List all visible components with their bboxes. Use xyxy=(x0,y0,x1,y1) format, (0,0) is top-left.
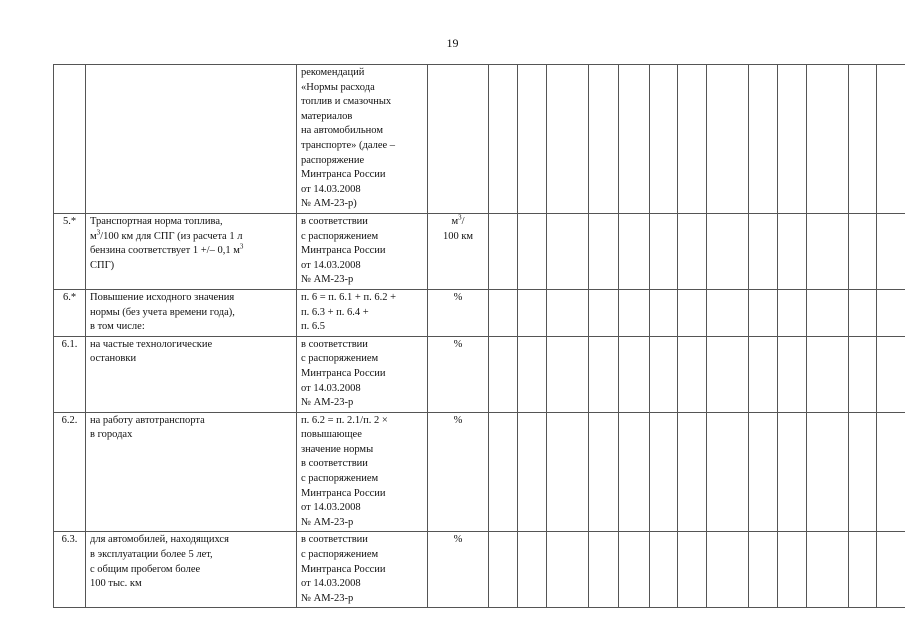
value-cell xyxy=(749,336,778,412)
value-cell xyxy=(518,289,547,336)
row-number: 5.* xyxy=(54,213,86,289)
value-cell xyxy=(749,213,778,289)
value-cell xyxy=(489,213,518,289)
value-cell xyxy=(877,412,905,532)
value-cell xyxy=(849,65,877,214)
value-cell xyxy=(489,289,518,336)
superscript: 3 xyxy=(239,242,244,251)
value-cell xyxy=(807,412,849,532)
indicator-name xyxy=(86,213,297,289)
value-cell xyxy=(807,532,849,608)
value-cell xyxy=(778,336,807,412)
value-cell xyxy=(518,65,547,214)
name-text: Транспортная норма топлива, xyxy=(90,215,223,227)
value-cell xyxy=(518,412,547,532)
value-cell xyxy=(619,532,650,608)
value-cell xyxy=(650,412,678,532)
value-cell xyxy=(650,213,678,289)
value-cell xyxy=(877,532,905,608)
value-cell xyxy=(678,213,707,289)
row-number: 6.3. xyxy=(54,532,86,608)
calculation-method: в соответствии с распоряжением Минтранса России от 14.03.2008 № АМ-23-р xyxy=(297,213,428,289)
value-cell xyxy=(589,532,619,608)
value-cell xyxy=(547,213,589,289)
name-text: бензина соответствует 1 +/– 0,1 м xyxy=(90,245,240,257)
superscript: 3 xyxy=(96,228,101,237)
value-cell xyxy=(619,336,650,412)
name-text: /100 км для СПГ (из расчета 1 л xyxy=(100,230,243,242)
value-cell xyxy=(749,532,778,608)
value-cell xyxy=(678,65,707,214)
value-cell xyxy=(678,412,707,532)
value-cell xyxy=(849,336,877,412)
value-cell xyxy=(877,336,905,412)
value-cell xyxy=(619,65,650,214)
value-cell xyxy=(650,65,678,214)
value-cell xyxy=(619,213,650,289)
value-cell xyxy=(589,412,619,532)
value-cell xyxy=(877,213,905,289)
indicator-name: для автомобилей, находящихся в эксплуатации более 5 лет, с общим пробегом более 100 тыс. км xyxy=(86,532,297,608)
unit-text: / xyxy=(461,215,465,227)
value-cell xyxy=(778,289,807,336)
value-cell xyxy=(877,289,905,336)
value-cell xyxy=(589,336,619,412)
value-cell xyxy=(749,412,778,532)
value-cell xyxy=(489,412,518,532)
indicator-name xyxy=(86,65,297,214)
value-cell xyxy=(778,65,807,214)
calculation-method: рекомендаций «Нормы расхода топлив и смазочных материалов на автомобильном транспорте» (далее – распоряжение Минтранса России от 14.03.2008 № АМ-23-р) xyxy=(297,65,428,214)
value-cell xyxy=(707,336,749,412)
value-cell xyxy=(849,412,877,532)
value-cell xyxy=(707,65,749,214)
value-cell xyxy=(489,65,518,214)
value-cell xyxy=(807,289,849,336)
superscript: 3 xyxy=(458,213,462,222)
value-cell xyxy=(547,65,589,214)
unit-cell xyxy=(428,213,489,289)
table-row xyxy=(54,289,905,336)
value-cell xyxy=(589,213,619,289)
value-cell xyxy=(778,532,807,608)
value-cell xyxy=(749,289,778,336)
unit-cell: % xyxy=(428,289,489,336)
value-cell xyxy=(547,289,589,336)
value-cell xyxy=(807,336,849,412)
norms-table xyxy=(53,64,905,608)
value-cell xyxy=(849,289,877,336)
value-cell xyxy=(589,289,619,336)
calculation-method: п. 6 = п. 6.1 + п. 6.2 + п. 6.3 + п. 6.4 + п. 6.5 xyxy=(297,289,428,336)
value-cell xyxy=(749,65,778,214)
value-cell xyxy=(778,412,807,532)
calculation-method: в соответствии с распоряжением Минтранса России от 14.03.2008 № АМ-23-р xyxy=(297,532,428,608)
row-number: 6.* xyxy=(54,289,86,336)
calculation-method: в соответствии с распоряжением Минтранса России от 14.03.2008 № АМ-23-р xyxy=(297,336,428,412)
value-cell xyxy=(707,289,749,336)
unit-cell xyxy=(428,65,489,214)
value-cell xyxy=(547,336,589,412)
indicator-name: Повышение исходного значения нормы (без учета времени года), в том числе: xyxy=(86,289,297,336)
value-cell xyxy=(650,289,678,336)
unit-cell: % xyxy=(428,336,489,412)
calculation-method: п. 6.2 = п. 2.1/п. 2 × повышающее значение нормы в соответствии с распоряжением Минтранса России от 14.03.2008 № АМ-23-р xyxy=(297,412,428,532)
value-cell xyxy=(678,289,707,336)
value-cell xyxy=(707,412,749,532)
value-cell xyxy=(518,532,547,608)
table-row xyxy=(54,213,905,289)
indicator-name: на работу автотранспорта в городах xyxy=(86,412,297,532)
value-cell xyxy=(678,336,707,412)
value-cell xyxy=(489,532,518,608)
value-cell xyxy=(849,213,877,289)
value-cell xyxy=(707,532,749,608)
value-cell xyxy=(619,289,650,336)
value-cell xyxy=(547,532,589,608)
unit-text: м xyxy=(451,215,459,227)
value-cell xyxy=(650,336,678,412)
row-number: 6.1. xyxy=(54,336,86,412)
value-cell xyxy=(547,412,589,532)
unit-cell: % xyxy=(428,412,489,532)
row-number: 6.2. xyxy=(54,412,86,532)
value-cell xyxy=(678,532,707,608)
value-cell xyxy=(807,65,849,214)
table-row xyxy=(54,532,905,608)
table-row xyxy=(54,65,905,214)
page-number: 19 xyxy=(446,36,459,50)
table-row xyxy=(54,336,905,412)
value-cell xyxy=(589,65,619,214)
value-cell xyxy=(518,213,547,289)
unit-text: 100 км xyxy=(442,230,474,242)
value-cell xyxy=(489,336,518,412)
value-cell xyxy=(877,65,905,214)
value-cell xyxy=(707,213,749,289)
table-row xyxy=(54,412,905,532)
value-cell xyxy=(849,532,877,608)
unit-cell: % xyxy=(428,532,489,608)
name-text: м xyxy=(90,230,97,242)
value-cell xyxy=(807,213,849,289)
indicator-name: на частые технологические остановки xyxy=(86,336,297,412)
value-cell xyxy=(619,412,650,532)
value-cell xyxy=(518,336,547,412)
row-number xyxy=(54,65,86,214)
name-text: СПГ) xyxy=(90,259,115,271)
value-cell xyxy=(650,532,678,608)
value-cell xyxy=(778,213,807,289)
